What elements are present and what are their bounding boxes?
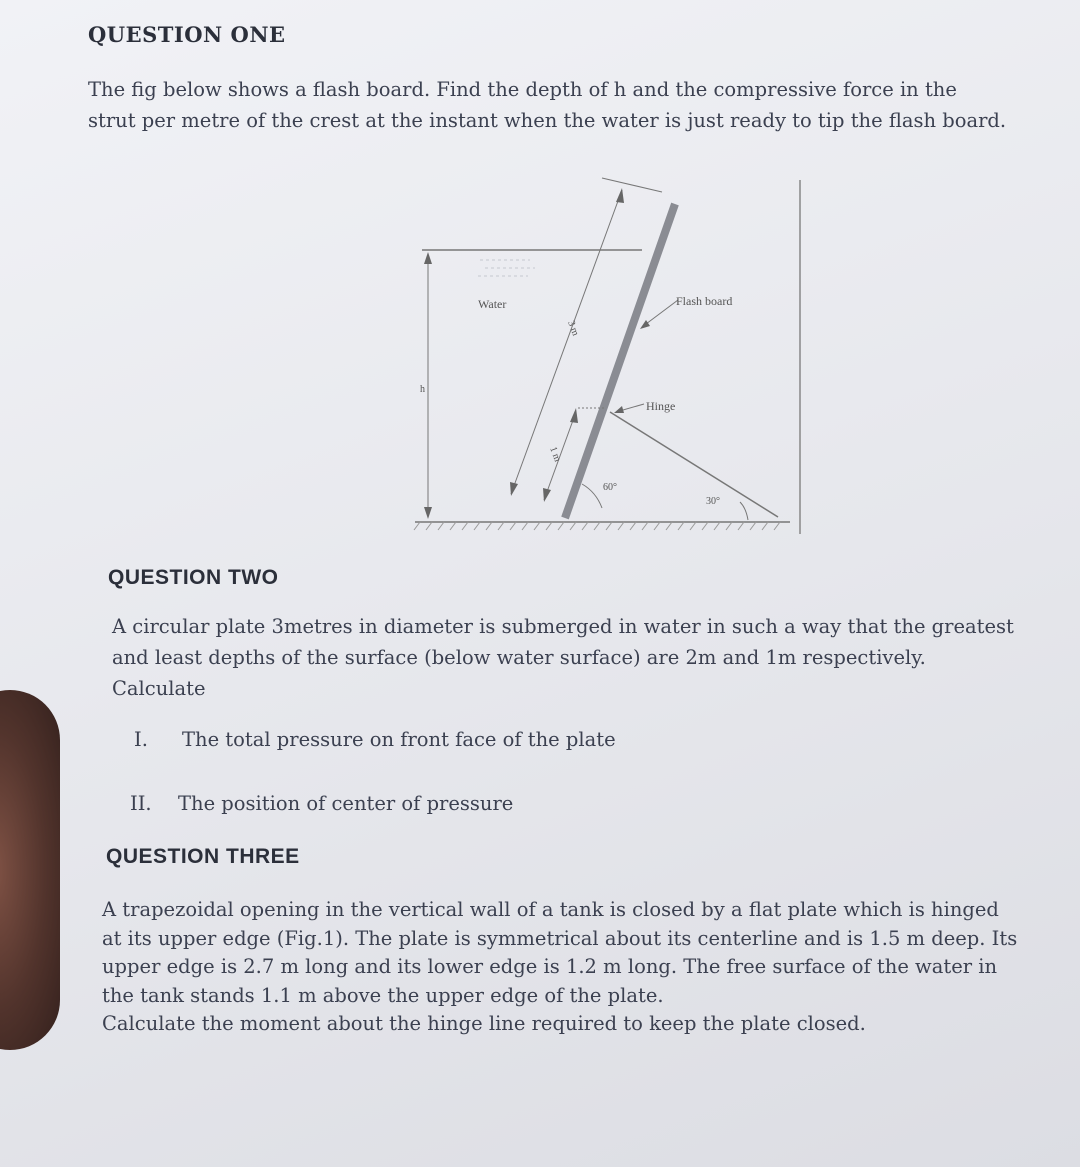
water-label: Water bbox=[478, 297, 507, 311]
question-three-text bbox=[102, 896, 1017, 1039]
flash-board-leader-arrow bbox=[640, 320, 650, 329]
question-one-line: strut per metre of the crest at the instant when the water is just ready to tip the flash board. bbox=[88, 109, 1007, 132]
question-one-text bbox=[88, 74, 1006, 136]
flash-board-label: Flash board bbox=[676, 294, 733, 308]
h-arrow-top bbox=[424, 252, 432, 264]
dimension-1m-arrow-top bbox=[570, 408, 578, 423]
hinge-label: Hinge bbox=[646, 399, 676, 413]
list-item-number: I. bbox=[134, 728, 148, 751]
question-one-line: The fig below shows a flash board. Find the depth of h and the compressive force in the bbox=[88, 78, 957, 101]
list-item bbox=[130, 792, 513, 815]
strut bbox=[610, 412, 778, 517]
question-two-line: Calculate bbox=[112, 677, 206, 700]
thumb-shadow bbox=[0, 690, 60, 1050]
question-three-line: A trapezoidal opening in the vertical wall of a tank is closed by a flat plate which is hinged bbox=[102, 898, 999, 921]
length-1m-label: 1 m bbox=[547, 445, 563, 464]
question-three-line: upper edge is 2.7 m long and its lower edge is 1.2 m long. The free surface of the water in bbox=[102, 955, 998, 978]
question-three-line: Calculate the moment about the hinge line required to keep the plate closed. bbox=[102, 1012, 866, 1035]
list-item-text: The total pressure on front face of the plate bbox=[182, 728, 616, 751]
water-ripples bbox=[478, 260, 535, 276]
angle-60-label: 60° bbox=[603, 482, 617, 493]
dimension-1m-arrow-bottom bbox=[543, 488, 551, 502]
question-three-line: the tank stands 1.1 m above the upper edge of the plate. bbox=[102, 983, 664, 1007]
angle-arc-60 bbox=[582, 484, 602, 508]
question-three-line: at its upper edge (Fig.1). The plate is symmetrical about its centerline and is 1.5 m deep. Its bbox=[102, 926, 1018, 950]
angle-arc-30 bbox=[740, 502, 748, 520]
question-two-line: and least depths of the surface (below water surface) are 2m and 1m respectively. bbox=[112, 646, 926, 669]
flash-board bbox=[565, 204, 675, 518]
dimension-line-3m bbox=[511, 190, 622, 494]
ground-hatch bbox=[414, 522, 780, 530]
list-item-number: II. bbox=[130, 792, 152, 815]
angle-30-label: 30° bbox=[706, 496, 720, 507]
h-label: h bbox=[420, 384, 425, 395]
length-3m-label: 3 m bbox=[565, 319, 581, 338]
question-two-text bbox=[112, 611, 1014, 704]
dimension-arrow-bottom bbox=[510, 482, 518, 496]
hinge-leader-arrow bbox=[614, 406, 624, 413]
question-three-heading: QUESTION THREE bbox=[106, 845, 300, 868]
list-item-text: The position of center of pressure bbox=[178, 792, 514, 815]
h-arrow-bottom bbox=[424, 507, 432, 519]
list-item bbox=[134, 728, 616, 751]
question-one-heading: QUESTION ONE bbox=[88, 22, 286, 47]
question-two-line: A circular plate 3metres in diameter is submerged in water in such a way that the greatest bbox=[112, 615, 1014, 638]
dimension-arrow-top bbox=[616, 188, 624, 203]
question-two-heading: QUESTION TWO bbox=[108, 566, 279, 589]
flash-board-figure bbox=[410, 172, 810, 542]
dimension-extension-top bbox=[602, 178, 662, 192]
